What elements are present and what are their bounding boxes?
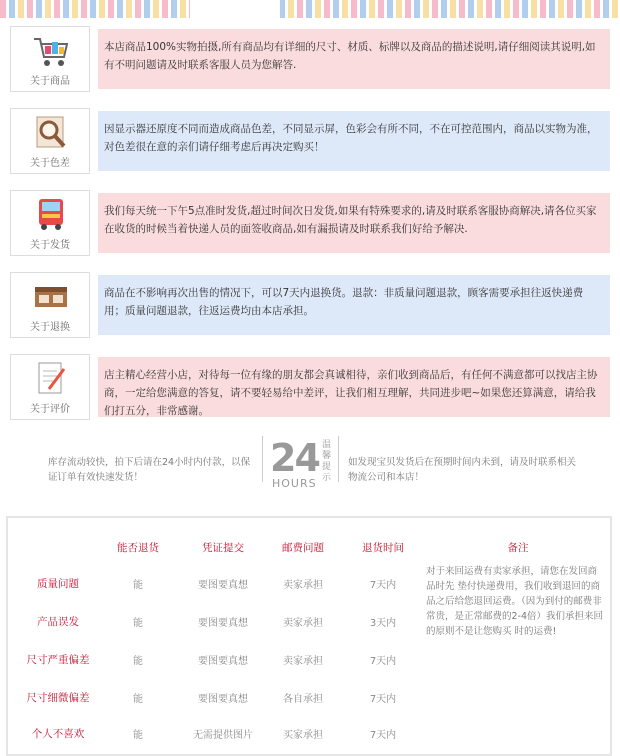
info-icon-label: 关于退换 (30, 322, 70, 333)
table-cell: 卖家承担 (283, 618, 323, 629)
info-row-review (10, 354, 610, 422)
row-label: 尺寸细微偏差 (26, 692, 90, 704)
info-row-return (10, 272, 610, 340)
shopping-cart-icon (31, 31, 71, 71)
payment-notice-text: 库存流动较快，拍下后请在24小时内付款，以保证订单有效快速发货！ (48, 457, 251, 483)
table-cell: 7天内 (369, 656, 397, 667)
info-icon-box (10, 108, 90, 174)
info-icon-box (10, 190, 90, 256)
table-cell: 能 (133, 580, 143, 591)
hours-word: HOURS (272, 477, 317, 490)
info-row-shipping (10, 190, 610, 258)
table-cell: 卖家承担 (283, 580, 323, 591)
info-icon-label: 关于商品 (30, 76, 70, 87)
info-row-goods (10, 26, 610, 94)
info-description: 本店商品100%实物拍摄,所有商品均有详细的尺寸、材质、标牌以及商品的描述说明,请仔细阅读其说明,如有不明问题请及时联系客服人员为您解答. (98, 29, 610, 89)
magnifier-icon (31, 113, 71, 153)
header-postage: 邮费问题 (282, 542, 324, 554)
hours-number: 24 (270, 436, 319, 480)
table-cell: 7天内 (369, 730, 397, 741)
table-cell: 无需提供图片 (193, 730, 253, 741)
return-policy-table (6, 516, 612, 756)
top-border-gap (190, 0, 280, 18)
table-cell: 要图要真想 (198, 618, 248, 629)
table-cell: 能 (133, 618, 143, 629)
info-icon-box (10, 354, 90, 420)
header-can-return: 能否退货 (117, 542, 159, 554)
table-cell: 要图要真想 (198, 656, 248, 667)
remarks-note: 对于来回运费有卖家承担，请您在发回商品时先 垫付快递费用，我们收到退回的商品之后给您退回运费。（因为到付的邮费非常贵，是正常邮费的2-4倍）我们承担来回的原则不是让您购买 时的运费! (426, 566, 604, 637)
hours-notice (0, 430, 620, 490)
info-icon-box (10, 272, 90, 338)
table-cell: 要图要真想 (198, 580, 248, 591)
logistics-notice-text: 如发现宝贝发货后在预期时间内未到，请及时联系相关物流公司和本店！ (348, 457, 577, 483)
table-cell: 各自承担 (283, 694, 323, 705)
document-pen-icon (31, 359, 71, 399)
info-row-color (10, 108, 610, 176)
info-icon-label: 关于色差 (30, 158, 70, 169)
divider (262, 436, 263, 482)
info-icon-label: 关于评价 (30, 404, 70, 415)
header-return-time: 退货时间 (362, 542, 404, 554)
table-cell: 7天内 (369, 694, 397, 705)
header-proof: 凭证提交 (202, 542, 244, 554)
warm-tip-label: 温 馨 提 示 (322, 440, 332, 483)
table-cell: 要图要真想 (198, 694, 248, 705)
info-description: 商品在不影响再次出售的情况下，可以7天内退换货。退款：非质量问题退款，顾客需要承担往返快递费用；质量问题退款，往返运费均由本店承担。 (98, 275, 610, 335)
delivery-truck-icon (31, 195, 71, 235)
info-icon-box (10, 26, 90, 92)
info-icon-label: 关于发货 (30, 240, 70, 251)
table-cell: 能 (133, 656, 143, 667)
info-description: 我们每天统一下午5点准时发货,超过时间次日发货,如果有特殊要求的,请及时联系客服协商解决,请各位买家在收货的时候当着快递人员的面签收商品,如有漏损请及时联系我们好给予解决. (98, 193, 610, 253)
package-box-icon (31, 277, 71, 317)
table-cell: 能 (133, 694, 143, 705)
header-remarks: 备注 (507, 542, 529, 554)
table-cell: 7天内 (369, 580, 397, 591)
table-cell: 买家承担 (283, 730, 323, 741)
decorative-top-border (0, 0, 620, 18)
info-description: 店主精心经营小店，对待每一位有缘的朋友都会真诚相待，亲们收到商品后，有任何不满意都可以找店主协商，一定给您满意的答复，请不要轻易给中差评，让我们相互理解，共同进步吧~如果您还算满意，请给我们打五分，非常感谢。 (98, 357, 610, 417)
table-cell: 3天内 (369, 618, 397, 629)
row-label: 尺寸严重偏差 (26, 654, 90, 666)
divider (338, 436, 339, 482)
row-label: 个人不喜欢 (31, 728, 85, 740)
table-cell: 能 (133, 730, 143, 741)
row-label: 产品误发 (37, 616, 79, 628)
table-cell: 卖家承担 (283, 656, 323, 667)
row-label: 质量问题 (37, 578, 79, 590)
info-description: 因显示器还原度不同而造成商品色差，不同显示屏，色彩会有所不同，不在可控范围内，商品以实物为准，对色差很在意的亲们请仔细考虑后再决定购买！ (98, 111, 610, 171)
